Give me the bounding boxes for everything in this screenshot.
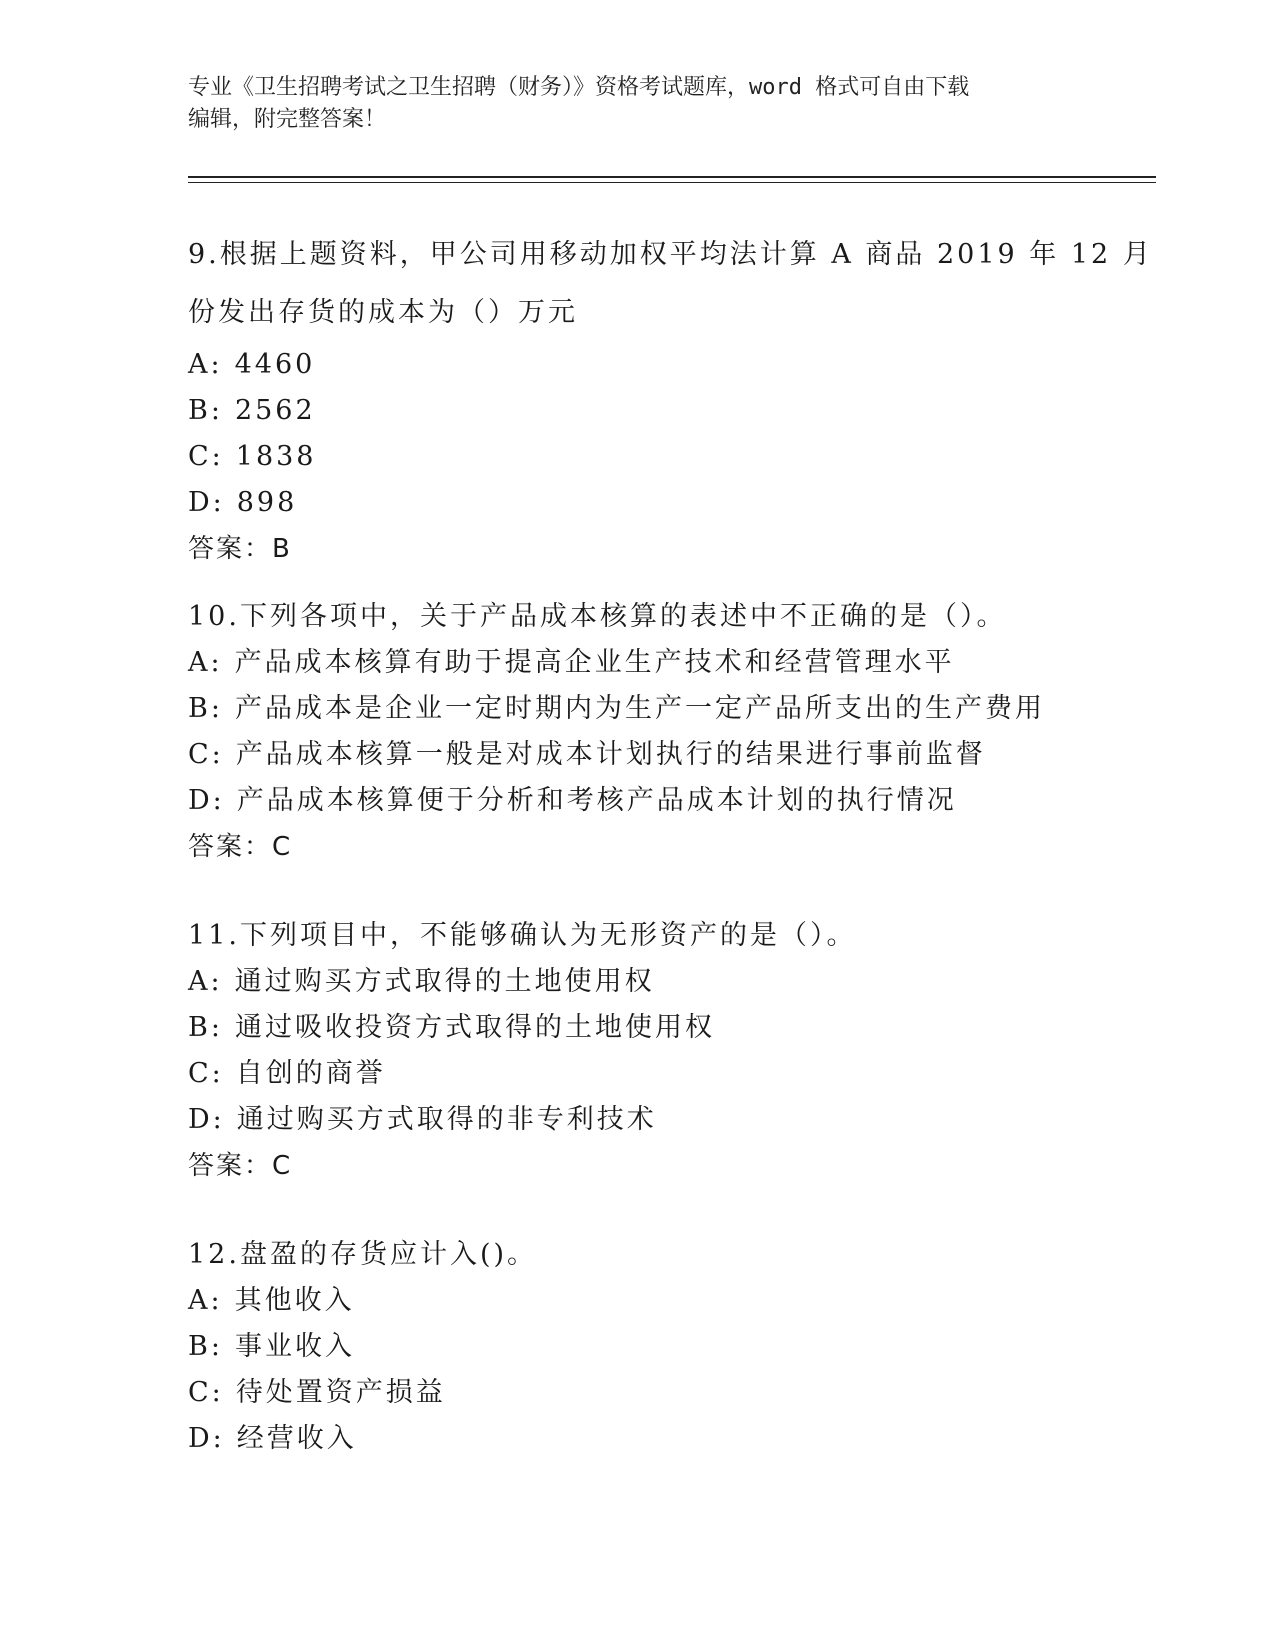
option-d xyxy=(188,1097,1088,1143)
option-letter: B: xyxy=(188,395,223,426)
option-letter: C: xyxy=(188,1058,224,1089)
option-text: 事业收入 xyxy=(234,1331,355,1362)
answer-line: 答案：C xyxy=(188,1151,293,1181)
option-text: 产品成本核算一般是对成本计划执行的结果进行事前监督 xyxy=(235,739,986,770)
option-b xyxy=(188,686,1088,732)
option-letter: D: xyxy=(188,1104,225,1135)
option-text: 产品成本核算有助于提高企业生产技术和经营管理水平 xyxy=(234,647,955,678)
option-letter: A: xyxy=(188,349,223,380)
answer-line: 答案：C xyxy=(188,832,293,862)
option-text: 通过吸收投资方式取得的土地使用权 xyxy=(234,1012,715,1043)
answer-line: 答案：B xyxy=(188,534,292,564)
option-letter: A: xyxy=(188,966,223,997)
option-text: 经营收入 xyxy=(236,1423,357,1454)
option-b xyxy=(188,1324,1088,1370)
question-stem-line: 11.下列项目中，不能够确认为无形资产的是（）。 xyxy=(188,920,857,951)
option-text: 4460 xyxy=(234,349,316,380)
option-letter: A: xyxy=(188,1285,223,1316)
option-letter: D: xyxy=(188,785,225,816)
option-text: 自创的商誉 xyxy=(235,1058,386,1089)
question-stem-line: 12.盘盈的存货应计入()。 xyxy=(188,1239,538,1270)
header-divider-thin xyxy=(188,182,1156,183)
option-d xyxy=(188,480,1088,526)
question-11 xyxy=(188,913,1088,1189)
option-letter: C: xyxy=(188,441,224,472)
question-stem xyxy=(188,1232,1088,1278)
question-12 xyxy=(188,1232,1088,1462)
question-stem-line: 9.根据上题资料，甲公司用移动加权平均法计算 A 商品 2019 年 12 月 xyxy=(188,239,1153,270)
option-letter: B: xyxy=(188,1331,223,1362)
option-d xyxy=(188,778,1088,824)
option-text: 待处置资产损益 xyxy=(235,1377,446,1408)
option-a xyxy=(188,640,1088,686)
header-line-2: 编辑，附完整答案！ xyxy=(188,107,387,132)
option-text: 通过购买方式取得的非专利技术 xyxy=(236,1104,657,1135)
option-text: 1838 xyxy=(235,441,317,472)
question-9 xyxy=(188,226,1153,572)
option-c xyxy=(188,434,1088,480)
option-d xyxy=(188,1416,1088,1462)
option-letter: C: xyxy=(188,739,224,770)
option-text: 通过购买方式取得的土地使用权 xyxy=(234,966,655,997)
option-b xyxy=(188,388,1088,434)
question-stem xyxy=(188,594,1088,640)
option-letter: D: xyxy=(188,487,225,518)
header-divider-thick xyxy=(188,176,1156,178)
option-c xyxy=(188,732,1088,778)
question-stem xyxy=(188,913,1088,959)
option-text: 2562 xyxy=(234,395,316,426)
option-letter: D: xyxy=(188,1423,225,1454)
option-c xyxy=(188,1051,1088,1097)
question-stem xyxy=(188,226,1153,342)
question-10 xyxy=(188,594,1088,870)
option-letter: A: xyxy=(188,647,223,678)
question-stem-line: 10.下列各项中，关于产品成本核算的表述中不正确的是（）。 xyxy=(188,601,1007,632)
option-a xyxy=(188,1278,1088,1324)
header-line-1: 专业《卫生招聘考试之卫生招聘（财务）》资格考试题库，word 格式可自由下载 xyxy=(188,75,970,100)
document-header xyxy=(188,72,1088,136)
option-text: 产品成本核算便于分析和考核产品成本计划的执行情况 xyxy=(236,785,957,816)
option-c xyxy=(188,1370,1088,1416)
option-a xyxy=(188,342,1088,388)
option-b xyxy=(188,1005,1088,1051)
option-text: 其他收入 xyxy=(234,1285,355,1316)
option-text: 产品成本是企业一定时期内为生产一定产品所支出的生产费用 xyxy=(234,693,1045,724)
option-letter: B: xyxy=(188,1012,223,1043)
option-text: 898 xyxy=(236,487,298,518)
option-letter: C: xyxy=(188,1377,224,1408)
question-stem-line: 份发出存货的成本为（）万元 xyxy=(188,297,578,328)
option-letter: B: xyxy=(188,693,223,724)
option-a xyxy=(188,959,1088,1005)
